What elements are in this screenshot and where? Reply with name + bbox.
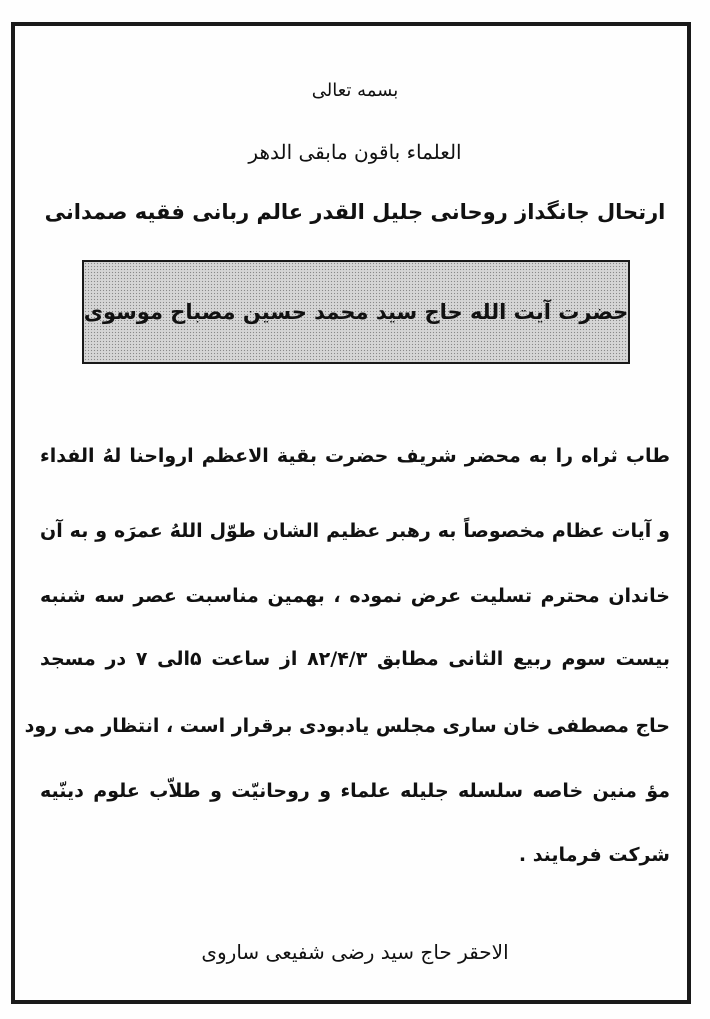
- body-line: خاندان محترم تسلیت عرض نموده ، بهمین مناسبت عصر سه شنبه: [40, 585, 670, 607]
- honoree-name: حضرت آیت الله حاج سید محمد حسین مصباح موسوی: [83, 300, 629, 324]
- hadith-quote: العلماء باقون مابقی الدهر: [248, 140, 462, 164]
- body-line: بیست سوم ربیع الثانی مطابق ۸۲/۴/۳ از ساعت ۵الی ۷ در مسجد: [40, 648, 670, 670]
- announcement-headline: ارتحال جانگداز روحانی جلیل القدر عالم ربانی فقیه صمدانی: [44, 200, 666, 224]
- invocation-heading: بسمه تعالی: [311, 80, 399, 101]
- honoree-name-box: [82, 260, 630, 364]
- body-line: و آیات عظام مخصوصاً به رهبر عظیم الشان طوّل اللهُ عمرَه و به آن: [40, 520, 670, 542]
- body-line: طاب ثراه را به محضر شریف حضرت بقیة الاعظم ارواحنا لهُ الفداء: [40, 445, 670, 467]
- body-line: مؤ منین خاصه سلسله جلیله علماء و روحانیّت و طلاّب علوم دینّیه: [40, 780, 670, 802]
- body-line: شرکت فرمایند .: [518, 844, 670, 866]
- signature: الاحقر حاج سید رضی شفیعی ساروی: [201, 940, 509, 964]
- body-line: حاج مصطفی خان ساری مجلس یادبودی برقرار است ، انتظار می رود: [24, 715, 670, 737]
